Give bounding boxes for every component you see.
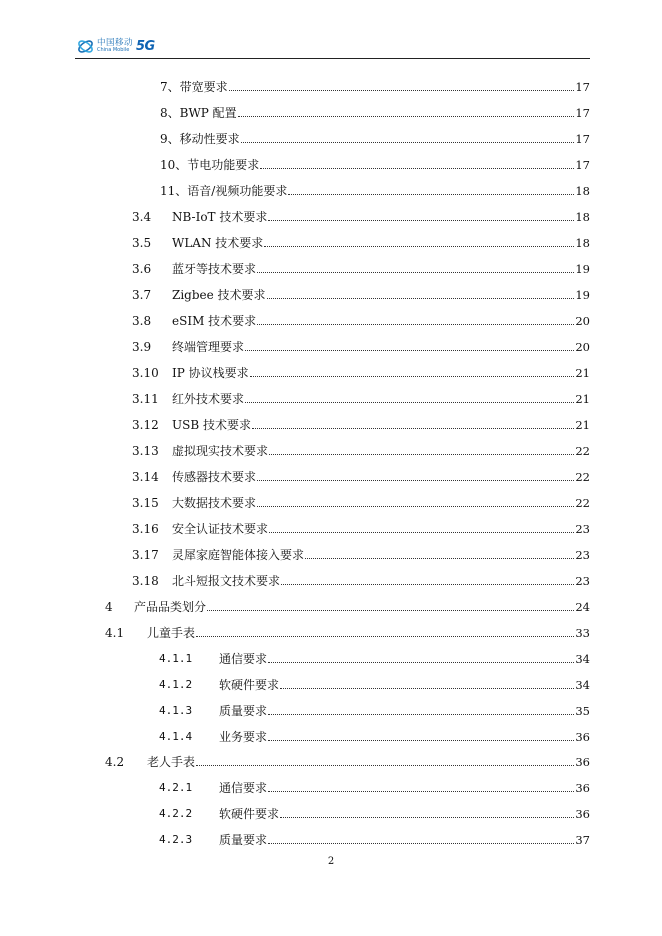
toc-entry-number: 3.5 (132, 235, 152, 250)
toc-dot-leader (257, 479, 574, 481)
toc-entry-page: 21 (575, 365, 590, 380)
toc-entry[interactable] (132, 516, 590, 536)
toc-entry-page: 17 (575, 80, 590, 94)
toc-entry-title: 灵犀家庭智能体接入要求 (172, 547, 305, 562)
toc-dot-leader (245, 401, 574, 403)
toc-entry-page: 17 (575, 131, 590, 146)
toc-entry[interactable] (159, 801, 590, 821)
toc-entry[interactable] (160, 126, 590, 146)
toc-entry-title: Zigbee 技术要求 (172, 287, 266, 302)
toc-entry-number: 3.6 (132, 261, 152, 276)
toc-entry[interactable] (160, 178, 590, 198)
toc-dot-leader (250, 375, 575, 377)
toc-entry-page: 20 (575, 339, 590, 354)
toc-entry-page: 21 (575, 417, 590, 432)
toc-entry-page: 21 (575, 391, 590, 406)
toc-entry[interactable] (132, 360, 590, 380)
toc-dot-leader (252, 427, 574, 429)
china-mobile-logo (77, 36, 155, 56)
toc-entry[interactable] (159, 646, 590, 666)
toc-entry-number: 4.1.2 (159, 677, 193, 691)
toc-entry-number: 4.2.1 (159, 781, 193, 795)
toc-entry-title: 质量要求 (219, 833, 268, 848)
toc-entry-title: WLAN 技术要求 (172, 235, 264, 250)
toc-entry-title: 北斗短报文技术要求 (172, 573, 281, 588)
toc-dot-leader (264, 245, 574, 247)
toc-entry-page: 36 (575, 781, 590, 796)
page-header (75, 34, 590, 59)
toc-entry-page: 22 (575, 495, 590, 510)
toc-dot-leader (241, 141, 575, 143)
toc-entry-title: 7、带宽要求 (160, 80, 228, 94)
toc-dot-leader (238, 115, 575, 117)
toc-entry[interactable] (132, 334, 590, 354)
toc-entry[interactable] (132, 282, 590, 302)
toc-entry-number: 3.10 (132, 365, 159, 380)
toc-entry[interactable] (159, 698, 590, 718)
toc-dot-leader (268, 713, 574, 715)
toc-entry-page: 36 (575, 755, 590, 770)
toc-entry[interactable] (159, 724, 590, 744)
toc-dot-leader (269, 453, 574, 455)
page-number: 2 (327, 856, 335, 867)
toc-entry-number: 4.1.4 (159, 729, 193, 743)
toc-dot-leader (260, 167, 574, 169)
toc-entry-number: 3.8 (132, 313, 152, 328)
toc-entry-page: 18 (575, 183, 590, 198)
toc-entry-page: 33 (575, 625, 590, 640)
toc-entry[interactable] (105, 749, 590, 769)
toc-dot-leader (268, 842, 574, 844)
toc-entry-page: 23 (575, 573, 590, 588)
toc-entry-title: 8、BWP 配置 (160, 105, 237, 120)
toc-entry[interactable] (132, 464, 590, 484)
toc-entry[interactable] (132, 308, 590, 328)
logo-english-text: China Mobile (97, 47, 130, 54)
toc-dot-leader (267, 297, 575, 299)
toc-entry-number: 3.12 (132, 417, 159, 432)
toc-entry-title: eSIM 技术要求 (172, 313, 257, 328)
toc-entry-title: 大数据技术要求 (172, 495, 257, 510)
toc-entry-page: 19 (575, 287, 590, 302)
toc-dot-leader (207, 609, 574, 611)
toc-entry-title: 通信要求 (219, 781, 268, 796)
toc-entry-number: 3.16 (132, 521, 159, 536)
toc-entry[interactable] (132, 438, 590, 458)
toc-entry-page: 23 (575, 547, 590, 562)
toc-entry-page: 17 (575, 157, 590, 172)
toc-entry[interactable] (132, 204, 590, 224)
toc-entry-number: 3.14 (132, 469, 159, 484)
toc-entry-page: 18 (575, 235, 590, 250)
toc-entry[interactable] (159, 775, 590, 795)
toc-entry-title: USB 技术要求 (172, 417, 251, 432)
toc-entry[interactable] (132, 568, 590, 588)
toc-entry-page: 22 (575, 469, 590, 484)
toc-entry[interactable] (132, 230, 590, 250)
toc-entry[interactable] (132, 256, 590, 276)
toc-entry[interactable] (132, 490, 590, 510)
toc-entry-number: 4.1 (105, 625, 125, 640)
toc-entry-page: 34 (575, 651, 590, 666)
toc-dot-leader (268, 790, 574, 792)
toc-entry-page: 22 (575, 443, 590, 458)
toc-entry-page: 18 (575, 209, 590, 224)
toc-dot-leader (268, 661, 574, 663)
toc-entry[interactable] (159, 827, 590, 847)
toc-dot-leader (196, 635, 574, 637)
toc-entry-number: 3.18 (132, 573, 159, 588)
toc-entry-number: 3.11 (132, 391, 159, 406)
toc-dot-leader (280, 816, 574, 818)
toc-entry-title: 蓝牙等技术要求 (172, 261, 257, 276)
toc-dot-leader (196, 764, 574, 766)
toc-entry-title: 产品品类划分 (134, 599, 207, 614)
toc-entry-title: NB-IoT 技术要求 (172, 209, 268, 224)
toc-entry-number: 4.1.1 (159, 651, 193, 665)
toc-entry-page: 19 (575, 261, 590, 276)
toc-entry-number: 3.9 (132, 339, 152, 354)
toc-dot-leader (280, 687, 574, 689)
toc-entry-number: 4 (105, 599, 113, 614)
toc-entry[interactable] (105, 594, 590, 614)
toc-entry-number: 3.7 (132, 287, 152, 302)
toc-dot-leader (257, 505, 574, 507)
toc-entry[interactable] (160, 152, 590, 172)
toc-entry-number: 4.2.2 (159, 807, 193, 821)
toc-entry-page: 17 (575, 105, 590, 120)
toc-entry-title: 9、移动性要求 (160, 131, 240, 146)
toc-entry-page: 20 (575, 313, 590, 328)
toc-entry-title: 安全认证技术要求 (172, 521, 269, 536)
toc-entry-title: 10、节电功能要求 (160, 157, 260, 172)
toc-entry-title: 11、语音/视频功能要求 (160, 183, 288, 198)
toc-dot-leader (268, 739, 574, 741)
toc-dot-leader (281, 583, 574, 585)
toc-entry-page: 36 (575, 729, 590, 744)
toc-entry-number: 3.17 (132, 547, 159, 562)
toc-dot-leader (257, 323, 574, 325)
toc-entry-page: 36 (575, 807, 590, 822)
toc-entry-page: 24 (575, 599, 590, 614)
toc-entry-page: 35 (575, 703, 590, 718)
toc-entry-title: IP 协议栈要求 (172, 365, 249, 380)
toc-entry[interactable] (160, 74, 590, 94)
logo-5g-mark: 5G (136, 38, 155, 54)
logo-chinese-text: 中国移动 (97, 37, 134, 48)
toc-entry-title: 通信要求 (219, 651, 268, 666)
toc-dot-leader (305, 557, 574, 559)
toc-entry-title: 软硬件要求 (219, 807, 280, 822)
toc-entry-page: 34 (575, 677, 590, 692)
toc-entry[interactable] (132, 386, 590, 406)
toc-entry-title: 业务要求 (219, 729, 268, 744)
toc-dot-leader (268, 219, 574, 221)
toc-entry-title: 儿童手表 (147, 625, 196, 640)
toc-entry-number: 3.15 (132, 495, 159, 510)
toc-entry-title: 软硬件要求 (219, 677, 280, 692)
toc-entry-number: 3.13 (132, 443, 159, 458)
toc-dot-leader (245, 349, 574, 351)
china-mobile-icon (77, 38, 94, 55)
toc-entry-number: 4.2 (105, 755, 125, 770)
toc-entry-title: 虚拟现实技术要求 (172, 443, 269, 458)
toc-entry-number: 4.1.3 (159, 703, 193, 717)
toc-entry-title: 终端管理要求 (172, 339, 245, 354)
toc-dot-leader (269, 531, 574, 533)
toc-entry-page: 37 (575, 833, 590, 848)
toc-dot-leader (257, 271, 574, 273)
toc-entry-title: 红外技术要求 (172, 391, 245, 406)
toc-entry[interactable] (132, 542, 590, 562)
toc-entry[interactable] (132, 412, 590, 432)
toc-entry[interactable] (105, 620, 590, 640)
toc-entry-title: 传感器技术要求 (172, 469, 257, 484)
toc-dot-leader (288, 193, 574, 195)
toc-entry-title: 老人手表 (147, 755, 196, 770)
toc-entry[interactable] (159, 672, 590, 692)
toc-dot-leader (229, 89, 575, 91)
toc-entry-number: 3.4 (132, 209, 152, 224)
toc-entry-page: 23 (575, 521, 590, 536)
toc-entry-title: 质量要求 (219, 703, 268, 718)
toc-entry[interactable] (160, 100, 590, 120)
toc-entry-number: 4.2.3 (159, 833, 193, 847)
